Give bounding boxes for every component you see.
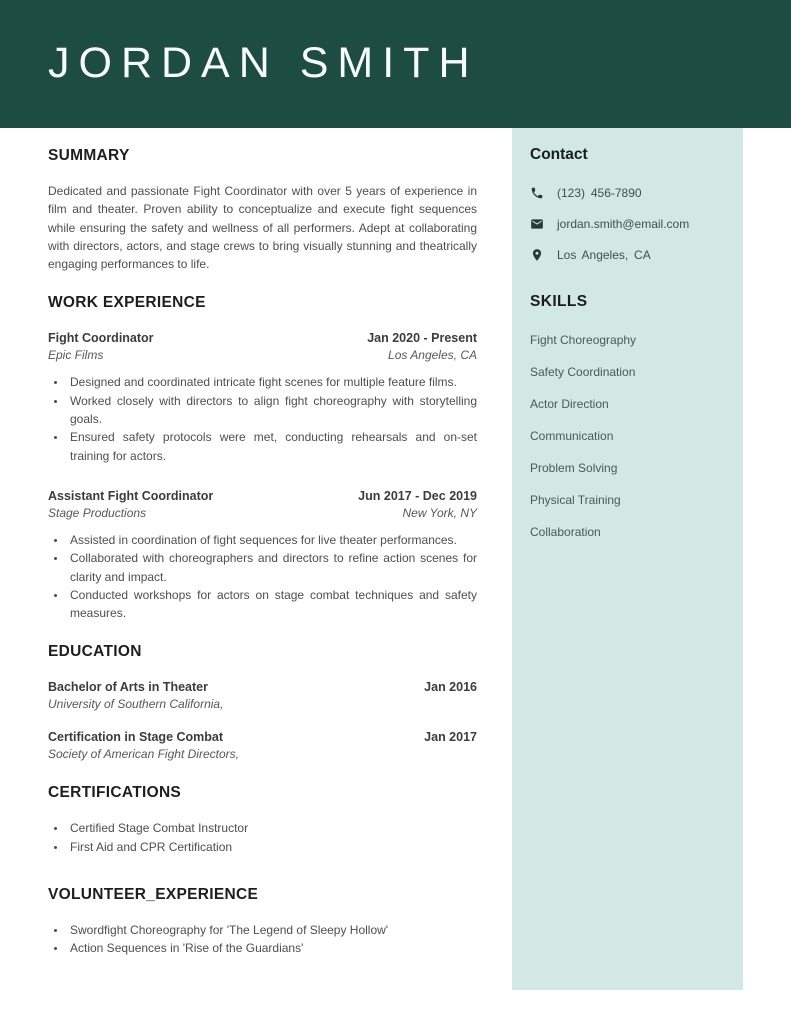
main-column <box>48 128 477 979</box>
list-item: • Certified Stage Combat Instructor <box>67 819 477 837</box>
list-item: • Worked closely with directors to align fight choreography with storytelling goals. <box>67 392 477 429</box>
list-item: • First Aid and CPR Certification <box>67 838 477 856</box>
job-location: New York, NY <box>402 505 477 520</box>
degree-name: Certification in Stage Combat <box>48 730 224 745</box>
contact-phone-row <box>530 186 727 200</box>
skill-item: Problem Solving <box>530 461 618 475</box>
list-item: • Assisted in coordination of fight sequences for live theater performances. <box>67 531 477 549</box>
contact-location-row <box>530 248 727 262</box>
education-title-row <box>48 728 477 746</box>
header-banner <box>0 0 791 128</box>
certifications-heading: CERTIFICATIONS <box>48 784 182 802</box>
job-company-row <box>48 347 477 364</box>
summary-heading: SUMMARY <box>48 147 130 164</box>
skill-item: Communication <box>530 429 614 443</box>
degree-date: Jan 2016 <box>424 680 477 695</box>
degree-name: Bachelor of Arts in Theater <box>48 680 208 695</box>
envelope-icon <box>530 217 544 231</box>
sidebar-panel <box>512 128 743 990</box>
list-item: • Designed and coordinated intricate fight scenes for multiple feature films. <box>67 373 477 391</box>
certifications-list <box>48 819 477 856</box>
summary-paragraph: Dedicated and passionate Fight Coordinator with over 5 years of experience in film and theater. Proven ability to conceptualize and execute fight sequences while ensuring the safety and wellness of all performers. Adept at collaborating with directors, actors, and stage crews to bring visually stunning and theatrically engaging performances to life. <box>48 184 477 272</box>
education-school-row <box>48 696 477 713</box>
list-item: • Ensured safety protocols were met, conducting rehearsals and on-set training for actors. <box>67 428 477 465</box>
summary-section <box>48 147 477 273</box>
school-name: University of Southern California, <box>48 697 224 712</box>
list-item: • Swordfight Choreography for 'The Legend of Sleepy Hollow' <box>67 921 477 939</box>
job-bullet-list <box>48 373 477 464</box>
location-pin-icon <box>530 248 544 262</box>
work-experience-section <box>48 294 477 622</box>
job-title-row <box>48 329 477 347</box>
education-section <box>48 643 477 763</box>
education-entry <box>48 678 477 713</box>
location-text: Los Angeles, CA <box>557 248 651 262</box>
education-entry <box>48 728 477 763</box>
job-entry <box>48 329 477 464</box>
phone-number: (123) 456-7890 <box>557 186 642 200</box>
phone-icon <box>530 186 544 200</box>
job-title: Assistant Fight Coordinator <box>48 488 214 503</box>
email-address: jordan.smith@email.com <box>557 217 690 231</box>
job-company-row <box>48 505 477 522</box>
volunteer-list <box>48 921 477 958</box>
job-title-row <box>48 487 477 505</box>
certifications-section <box>48 784 477 856</box>
job-company: Stage Productions <box>48 505 147 520</box>
education-title-row <box>48 678 477 696</box>
school-name: Society of American Fight Directors, <box>48 747 239 762</box>
job-dates: Jan 2020 - Present <box>367 331 477 346</box>
skill-item: Physical Training <box>530 493 621 507</box>
degree-date: Jan 2017 <box>424 730 477 745</box>
list-item: • Collaborated with choreographers and directors to refine action scenes for clarity and impact. <box>67 549 477 586</box>
list-item: • Conducted workshops for actors on stage combat techniques and safety measures. <box>67 586 477 623</box>
job-dates: Jun 2017 - Dec 2019 <box>358 488 477 503</box>
skills-heading: SKILLS <box>530 293 588 310</box>
list-item: • Action Sequences in 'Rise of the Guardians' <box>67 939 477 957</box>
contact-email-row <box>530 217 727 231</box>
skill-item: Collaboration <box>530 525 601 539</box>
volunteer-experience-section <box>48 886 477 958</box>
work-experience-heading: WORK EXPERIENCE <box>48 294 206 312</box>
job-bullet-list <box>48 531 477 622</box>
person-name: JORDAN SMITH <box>48 39 479 87</box>
skill-item: Fight Choreography <box>530 333 637 347</box>
job-location: Los Angeles, CA <box>388 348 477 363</box>
job-entry <box>48 487 477 622</box>
skill-item: Safety Coordination <box>530 365 636 379</box>
volunteer-experience-heading: VOLUNTEER_EXPERIENCE <box>48 886 259 904</box>
contact-heading: Contact <box>530 146 588 163</box>
education-school-row <box>48 746 477 763</box>
job-company: Epic Films <box>48 348 104 363</box>
job-title: Fight Coordinator <box>48 331 154 346</box>
skill-item: Actor Direction <box>530 397 609 411</box>
content-layout <box>0 128 791 990</box>
education-heading: EDUCATION <box>48 643 142 661</box>
